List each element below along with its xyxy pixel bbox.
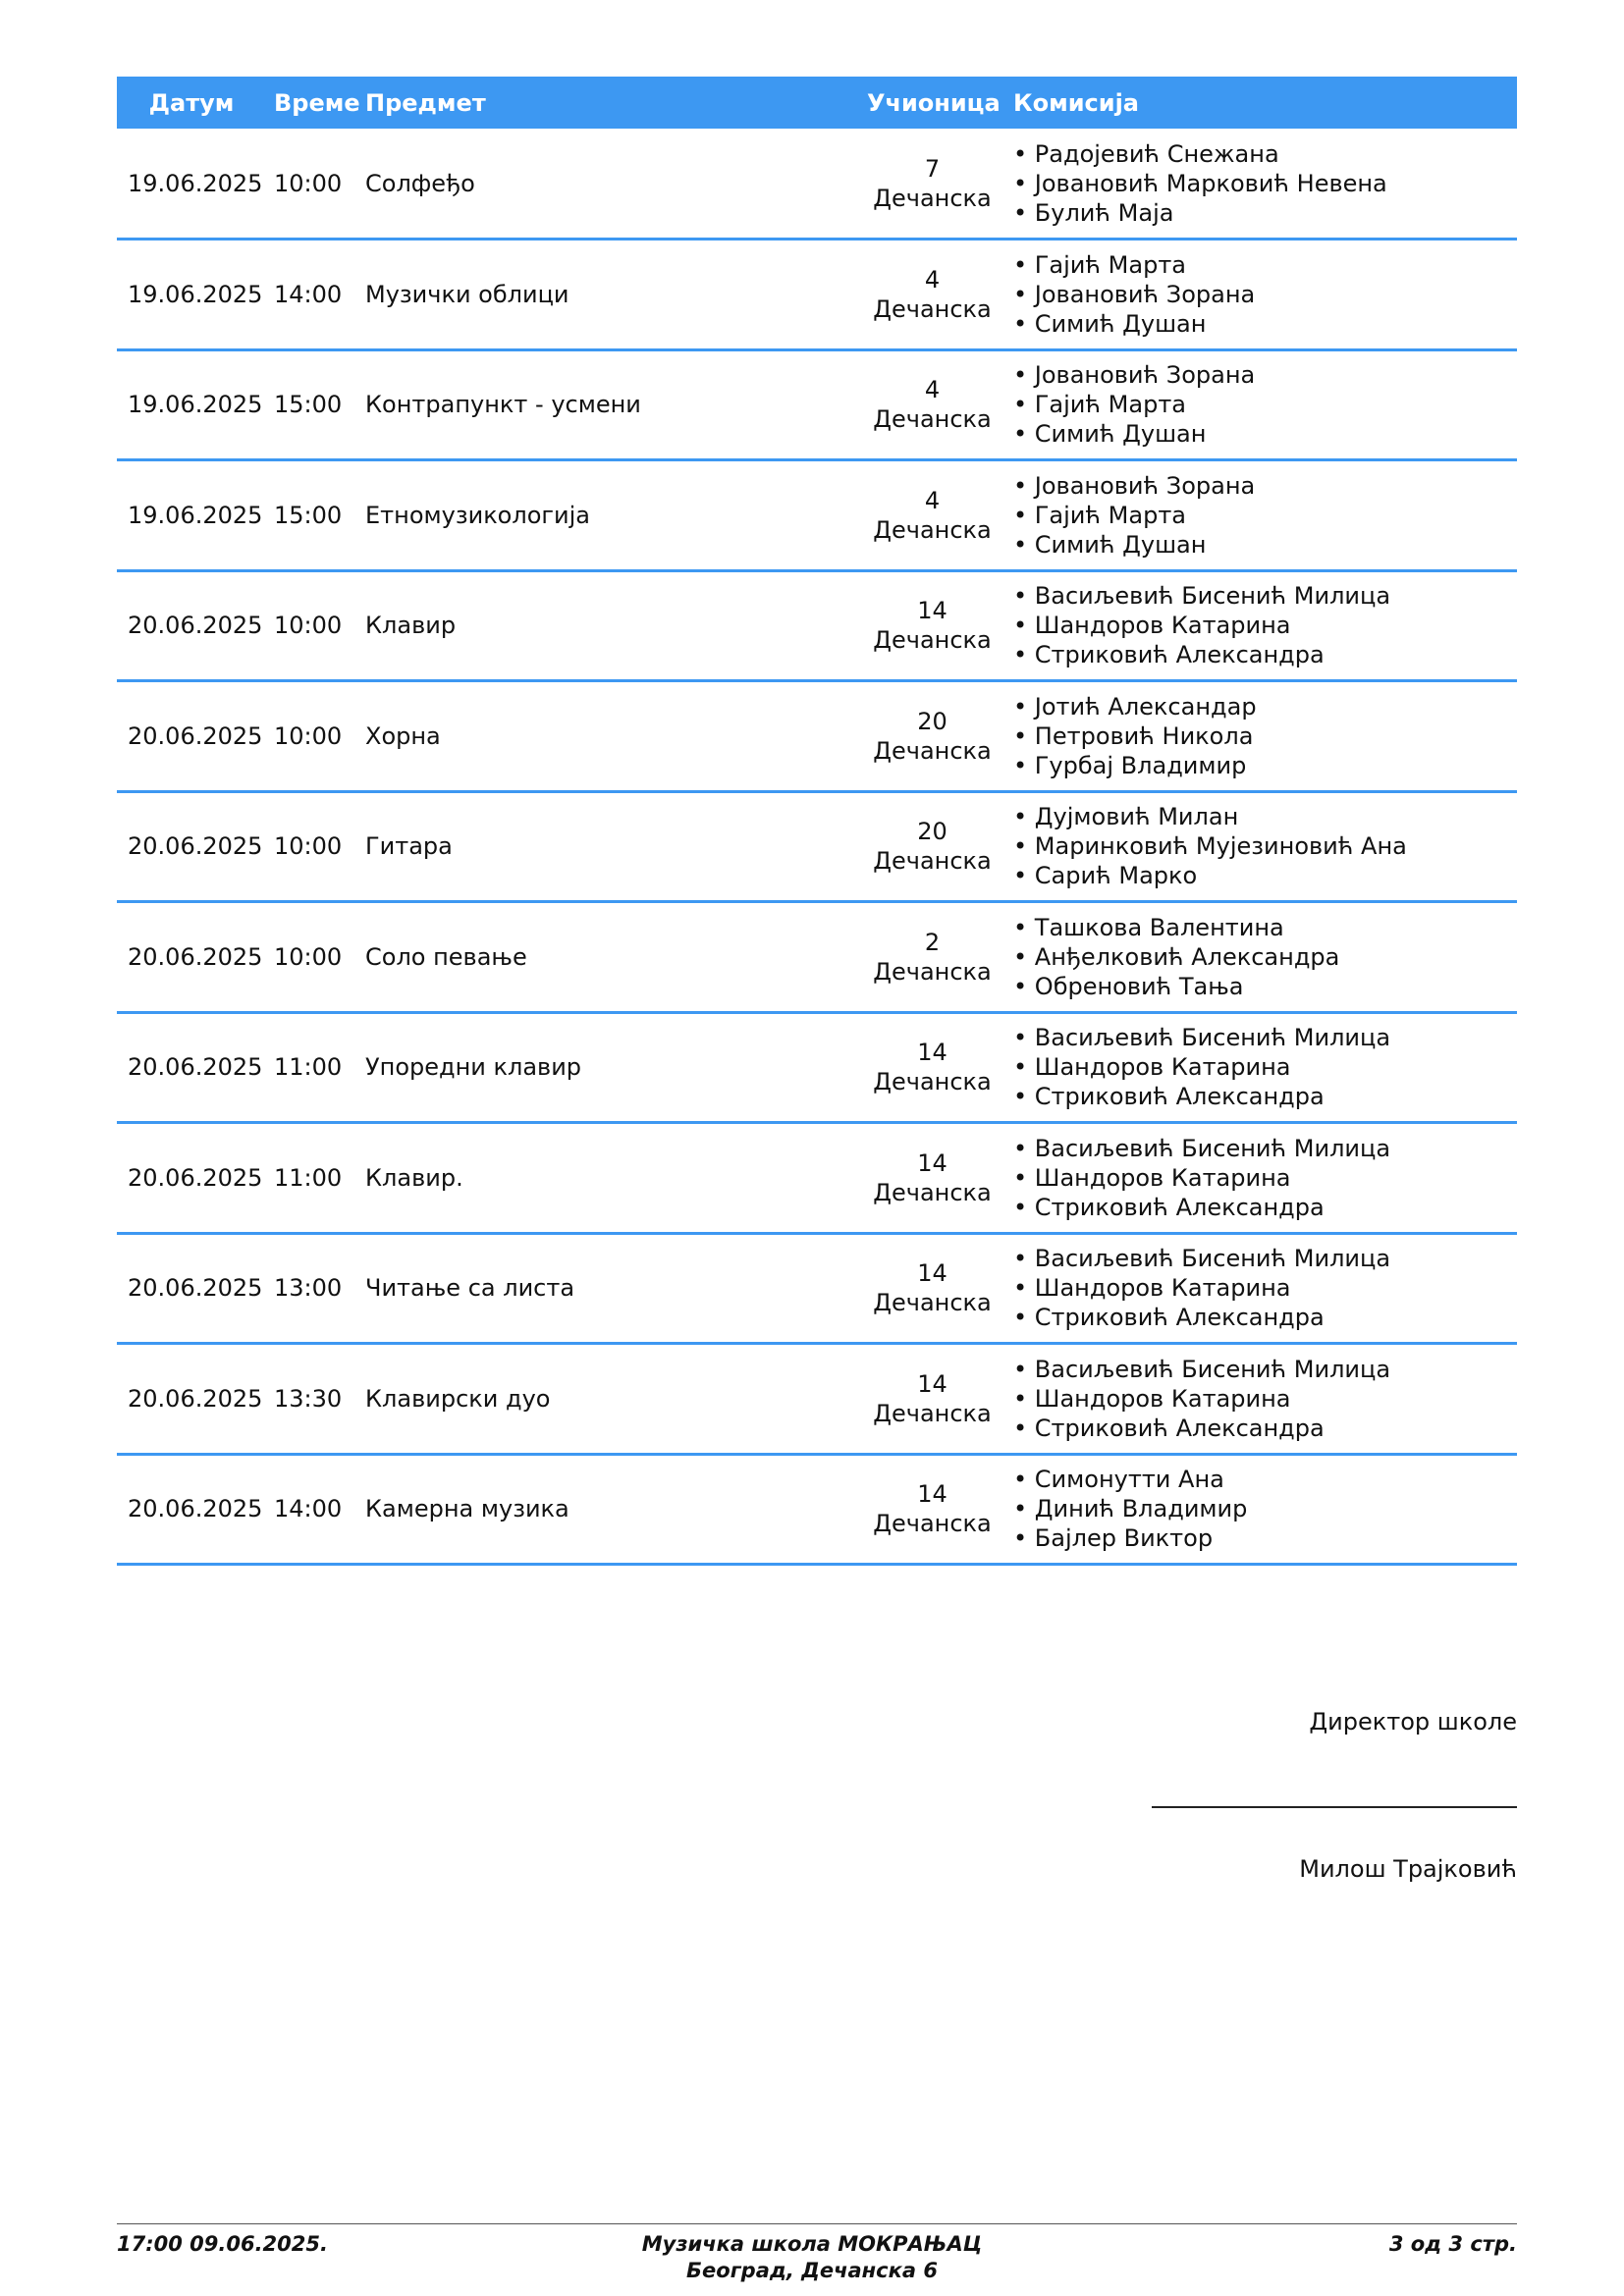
committee-member: • Јотић Александар <box>1013 692 1509 721</box>
cell-time: 15:00 <box>274 501 343 529</box>
cell-time: 10:00 <box>274 169 343 197</box>
cell-subject: Читање са листа <box>365 1274 575 1303</box>
room-number: 14 <box>917 597 947 625</box>
table-row <box>117 460 1517 571</box>
cell-room <box>859 460 1005 571</box>
committee-member: • Симић Душан <box>1013 309 1509 339</box>
cell-room <box>859 129 1005 240</box>
cell-committee <box>1005 1123 1517 1234</box>
table-row <box>117 1344 1517 1455</box>
cell-committee <box>1005 349 1517 460</box>
footer-page-info: 3 од 3 стр. <box>1388 2232 1517 2256</box>
cell-time: 15:00 <box>274 391 343 419</box>
cell-subject: Упоредни клавир <box>365 1053 582 1082</box>
cell-committee <box>1005 791 1517 902</box>
cell-time: 13:00 <box>274 1274 343 1303</box>
committee-member: • Динић Владимир <box>1013 1494 1509 1523</box>
room-name: Дечанска <box>873 184 992 212</box>
committee-member: • Васиљевић Бисенић Милица <box>1013 1244 1509 1273</box>
table-row <box>117 1123 1517 1234</box>
cell-committee <box>1005 570 1517 681</box>
cell-date: 20.06.2025 <box>128 1274 263 1303</box>
committee-member: • Симић Душан <box>1013 530 1509 560</box>
committee-member: • Јовановић Зорана <box>1013 280 1509 309</box>
cell-room <box>859 1344 1005 1455</box>
room-number: 14 <box>917 1039 947 1067</box>
cell-committee <box>1005 1012 1517 1123</box>
table-row <box>117 1012 1517 1123</box>
document-page <box>117 77 1517 1566</box>
signature-line <box>1152 1806 1517 1808</box>
committee-member: • Васиљевић Бисенић Милица <box>1013 1023 1509 1052</box>
cell-room <box>859 349 1005 460</box>
room-number: 7 <box>924 154 941 183</box>
committee-list <box>1013 1134 1509 1222</box>
cell-time: 11:00 <box>274 1053 343 1082</box>
room-number: 20 <box>917 818 947 846</box>
header-date: Датум <box>148 88 235 117</box>
cell-date: 20.06.2025 <box>128 612 263 640</box>
committee-member: • Гајић Марта <box>1013 390 1509 419</box>
committee-member: • Ташкова Валентина <box>1013 913 1509 942</box>
room-number: 4 <box>924 486 941 514</box>
table-row <box>117 240 1517 350</box>
committee-member: • Шандоров Катарина <box>1013 1163 1509 1193</box>
committee-member: • Гајић Марта <box>1013 501 1509 530</box>
footer-school-address: Београд, Дечанска 6 <box>686 2259 938 2282</box>
cell-time: 10:00 <box>274 612 343 640</box>
committee-member: • Васиљевић Бисенић Милица <box>1013 1355 1509 1384</box>
exam-schedule-table <box>117 77 1517 1566</box>
cell-date: 19.06.2025 <box>128 280 263 308</box>
cell-date: 20.06.2025 <box>128 832 263 861</box>
room-name: Дечанска <box>873 515 992 544</box>
cell-time: 14:00 <box>274 1495 343 1523</box>
cell-room <box>859 1454 1005 1565</box>
cell-subject: Камерна музика <box>365 1495 569 1523</box>
cell-committee <box>1005 129 1517 240</box>
room-name: Дечанска <box>873 294 992 323</box>
committee-member: • Јовановић Зорана <box>1013 360 1509 390</box>
header-room: Учионица <box>867 88 1001 117</box>
cell-subject: Контрапункт - усмени <box>365 391 641 419</box>
table-row <box>117 1454 1517 1565</box>
room-number: 14 <box>917 1480 947 1509</box>
cell-committee <box>1005 1233 1517 1344</box>
committee-member: • Стриковић Александра <box>1013 640 1509 669</box>
committee-member: • Стриковић Александра <box>1013 1193 1509 1222</box>
cell-room <box>859 681 1005 792</box>
signature-title: Директор школе <box>1309 1708 1517 1735</box>
table-row <box>117 681 1517 792</box>
cell-date: 19.06.2025 <box>128 391 263 419</box>
room-number: 20 <box>917 707 947 735</box>
committee-member: • Симић Душан <box>1013 419 1509 449</box>
cell-time: 11:00 <box>274 1163 343 1192</box>
table-header-row <box>117 77 1517 129</box>
committee-list <box>1013 1023 1509 1111</box>
room-name: Дечанска <box>873 847 992 876</box>
committee-member: • Гурбај Владимир <box>1013 751 1509 780</box>
room-number: 14 <box>917 1369 947 1398</box>
committee-member: • Васиљевић Бисенић Милица <box>1013 581 1509 611</box>
table-row <box>117 349 1517 460</box>
room-name: Дечанска <box>873 736 992 765</box>
table-body <box>117 129 1517 1565</box>
footer-printed-at: 17:00 09.06.2025. <box>117 2232 328 2256</box>
cell-subject: Солфеђо <box>365 169 475 197</box>
header-committee: Комисија <box>1013 88 1140 117</box>
committee-list <box>1013 139 1509 228</box>
committee-member: • Маринковић Мујезиновић Ана <box>1013 831 1509 861</box>
room-number: 4 <box>924 376 941 404</box>
cell-time: 10:00 <box>274 942 343 971</box>
cell-committee <box>1005 240 1517 350</box>
committee-list <box>1013 471 1509 560</box>
cell-committee <box>1005 1344 1517 1455</box>
room-name: Дечанска <box>873 1068 992 1096</box>
committee-member: • Симонутти Ана <box>1013 1465 1509 1494</box>
table-row <box>117 791 1517 902</box>
cell-room <box>859 791 1005 902</box>
room-name: Дечанска <box>873 405 992 434</box>
committee-member: • Обреновић Тања <box>1013 972 1509 1001</box>
room-name: Дечанска <box>873 1289 992 1317</box>
cell-room <box>859 1123 1005 1234</box>
room-name: Дечанска <box>873 1178 992 1206</box>
signature-name: Милош Трајковић <box>1299 1855 1517 1883</box>
cell-date: 20.06.2025 <box>128 1495 263 1523</box>
committee-member: • Стриковић Александра <box>1013 1303 1509 1332</box>
committee-member: • Јовановић Зорана <box>1013 471 1509 501</box>
committee-list <box>1013 1355 1509 1443</box>
cell-time: 13:30 <box>274 1384 343 1413</box>
room-number: 4 <box>924 265 941 294</box>
table-row <box>117 129 1517 240</box>
cell-room <box>859 570 1005 681</box>
room-name: Дечанска <box>873 1510 992 1538</box>
footer-school-name: Музичка школа МОКРАЊАЦ <box>641 2232 983 2256</box>
room-name: Дечанска <box>873 1399 992 1427</box>
cell-committee <box>1005 681 1517 792</box>
cell-subject: Клавир <box>365 612 457 640</box>
committee-member: • Јовановић Марковић Невена <box>1013 169 1509 198</box>
committee-list <box>1013 913 1509 1001</box>
footer-divider <box>117 2223 1517 2224</box>
committee-member: • Шандоров Катарина <box>1013 1052 1509 1082</box>
cell-time: 10:00 <box>274 832 343 861</box>
committee-list <box>1013 360 1509 449</box>
committee-list <box>1013 1244 1509 1332</box>
cell-subject: Хорна <box>365 721 441 750</box>
cell-room <box>859 1012 1005 1123</box>
cell-subject: Музички облици <box>365 280 569 308</box>
cell-room <box>859 1233 1005 1344</box>
table-row <box>117 1233 1517 1344</box>
committee-list <box>1013 692 1509 780</box>
cell-room <box>859 902 1005 1013</box>
committee-member: • Сарић Марко <box>1013 861 1509 890</box>
committee-member: • Шандоров Катарина <box>1013 1273 1509 1303</box>
header-time: Време <box>274 88 360 117</box>
cell-committee <box>1005 460 1517 571</box>
cell-date: 20.06.2025 <box>128 942 263 971</box>
committee-member: • Радојевић Снежана <box>1013 139 1509 169</box>
cell-committee <box>1005 1454 1517 1565</box>
committee-member: • Шандоров Катарина <box>1013 611 1509 640</box>
committee-member: • Бајлер Виктор <box>1013 1523 1509 1553</box>
cell-date: 20.06.2025 <box>128 1163 263 1192</box>
cell-date: 19.06.2025 <box>128 501 263 529</box>
footer-school-info <box>419 2231 1205 2284</box>
table-row <box>117 902 1517 1013</box>
cell-date: 20.06.2025 <box>128 721 263 750</box>
committee-member: • Дујмовић Милан <box>1013 802 1509 831</box>
cell-subject: Клавирски дуо <box>365 1384 551 1413</box>
table-row <box>117 570 1517 681</box>
cell-subject: Клавир. <box>365 1163 463 1192</box>
room-number: 14 <box>917 1259 947 1288</box>
room-number: 14 <box>917 1148 947 1177</box>
header-subject: Предмет <box>365 88 486 117</box>
committee-member: • Стриковић Александра <box>1013 1082 1509 1111</box>
cell-date: 20.06.2025 <box>128 1384 263 1413</box>
cell-committee <box>1005 902 1517 1013</box>
cell-time: 14:00 <box>274 280 343 308</box>
committee-list <box>1013 250 1509 339</box>
committee-member: • Гајић Марта <box>1013 250 1509 280</box>
committee-member: • Анђелковић Александра <box>1013 942 1509 972</box>
room-name: Дечанска <box>873 626 992 655</box>
committee-member: • Стриковић Александра <box>1013 1414 1509 1443</box>
cell-subject: Гитара <box>365 832 453 861</box>
cell-subject: Етномузикологија <box>365 501 590 529</box>
committee-list <box>1013 1465 1509 1553</box>
committee-member: • Булић Маја <box>1013 198 1509 228</box>
room-name: Дечанска <box>873 957 992 986</box>
cell-date: 20.06.2025 <box>128 1053 263 1082</box>
committee-member: • Васиљевић Бисенић Милица <box>1013 1134 1509 1163</box>
committee-member: • Петровић Никола <box>1013 721 1509 751</box>
cell-time: 10:00 <box>274 721 343 750</box>
committee-member: • Шандоров Катарина <box>1013 1384 1509 1414</box>
committee-list <box>1013 581 1509 669</box>
cell-subject: Соло певање <box>365 942 527 971</box>
committee-list <box>1013 802 1509 890</box>
cell-date: 19.06.2025 <box>128 169 263 197</box>
cell-room <box>859 240 1005 350</box>
room-number: 2 <box>924 928 941 956</box>
